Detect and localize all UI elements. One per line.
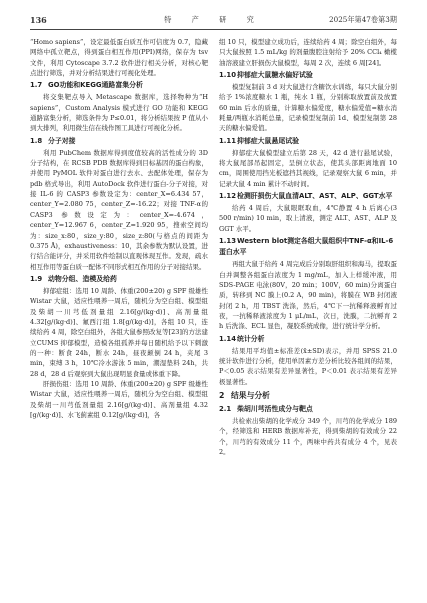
paragraph: 结果用平均值±标准差(x̄±SD)表示，并用 SPSS 21.0 统计软件进行分析，使用单因素方差分析比较各组间的结果，P＜0.05 表示结果有差异显著性，P＜0.01 表示结果有差异极显著性。	[219, 346, 397, 386]
section-heading	[219, 390, 397, 402]
heading-number: 1.9	[30, 274, 43, 283]
paragraph: 组 10 只，模型建立成功后，连续给药 4 周；除空白组外，每只大鼠按照 1.5 mL/kg 的剂量腹腔注射给予 20% CCl₄ 橄榄油溶液建立肝损伤大鼠模型，每周 2 次，连续 6 周[24]。	[219, 38, 397, 67]
heading-text: GO功能和KEGG通路富集分析	[48, 81, 143, 90]
paragraph: 肝损伤组：选用 10 周龄、体重(200±20) g SPF 级雄性 Wistar 大鼠，适应性喂养一周后，随机分为空白组、模型组及柴胡一川芎低剂量组 2.16[g/(kg·d)]、高剂量组 4.32 [g/(kg·d)]、水飞蓟素组 0.12[g/(kg·d)]，各	[30, 379, 208, 419]
paragraph: 再组大鼠于给药 4 周完成后分别取肝组织和海马，提取蛋白并调整各组蛋白浓度为 1 mg/mL，加入上样缓冲液，用 SDS-PAGE 电泳(80V，20 min；100V，60 min)分离蛋白质，转移到 NC 膜上(0.2 A，90 min)，将膜在 WB 封闭液封闭 2 h，用 TBST 洗涤，然后，4℃下一抗稀释液孵育过夜，一抗稀释液浓度为 1 μL/mL，次日，洗膜，二抗孵育 2 h 后洗涤、ECL 显色，凝胶系统成像，进行统计学分析。	[219, 260, 397, 331]
heading-number: 2.1	[219, 404, 232, 413]
heading-text: 分子对接	[48, 136, 76, 145]
heading-number: 2	[219, 390, 225, 400]
heading-text: 检测肝损伤大鼠血清ALT、AST、ALP、GGT水平	[237, 192, 393, 201]
paragraph: 给药 4 周后，大鼠眼眶取血，4℃静置 4 h 后离心(3 500 r/min) 10 min，取上清液，测定 ALT、AST、ALP 及 GGT 水平。	[219, 204, 397, 233]
heading-number: 1.7	[30, 81, 43, 90]
heading-text: 抑郁症大鼠悬尾试验	[237, 136, 300, 145]
paragraph: 利用 PubChem 数据库得到度值较高的活性成分的 3D 分子结构，在 RCSB PDB 数据库得到目标基因的蛋白构象，并使用 PyMOL 软件对蛋白进行去水、去配体处理，保存为 pdb 格式导出，利用 AutoDock 软件进行蛋白-分子对接，对接 IL-6 的 CASP3 参数设定为：center_X=6.434 57，center_Y=2.080 75，center_Z=-16.22；对接 TNF-α的 CASP3 参数设定为：center_X=-4.674，center_Y=12.967 6，center_Z=1.920 95，搜索空间均为：size_x:80，size_y:80，size_z:80(与格点的间距为 0.375 Å)，exhaustiveness：10，其余参数为默认设置，进行结合能评分，并采用软件绘制以直观体现互作。发现，疏水相互作用等蛋白质一配体不同形式相互作用的分子对接结果。	[30, 148, 208, 271]
heading-number: 1.14	[219, 334, 237, 343]
subsection-heading	[219, 191, 397, 202]
paragraph: 将交集靶点导入 Metascape 数据库，选择物种为“H sapiens”，Custom Analysis 模式进行 GO 功能和 KEGG 通路富集分析，筛选条件为 P≤0.01，将分析结果按 P 值从小到大排列，利用微生信在线作图工具进行可视化分析。	[30, 93, 208, 133]
heading-text: 结果与分析	[231, 390, 270, 400]
left-column	[30, 37, 208, 420]
journal-volume: 2025年第47卷第3期	[329, 15, 397, 24]
heading-text: 柴胡川芎活性成分与靶点	[237, 404, 313, 413]
subsection-heading	[219, 334, 397, 345]
journal-name: 特 产 研 究	[164, 15, 263, 24]
subsection-heading	[219, 404, 397, 415]
subsection-heading	[219, 70, 397, 81]
subsection-heading	[219, 236, 397, 258]
page-header	[30, 10, 397, 30]
heading-number: 1.13	[219, 237, 237, 246]
heading-text: 抑郁症大鼠糖水偏好试验	[237, 71, 313, 80]
subsection-heading	[219, 136, 397, 147]
paragraph: 共检索出柴胡的化学成分 349 个，川芎的化学成分 189 个，经筛选和 HERB 数据库补充，得到柴胡的有效成分 22 个，川芎的有效成分 11 个，两味中药共有成分 4 个，见表 2。	[219, 416, 397, 456]
paragraph: 抑郁症组：选用 10 周龄、体重(200±20) g SPF 级雄性 Wistar 大鼠，适应性喂养一周后，随机分为空白组、模型组及柴胡一川芎低剂量组 2.16[g/(kg·d)]、高剂量组 4.32[g/(kg·d)]、氟西汀组 1.8[g/(kg·d)]，各组 10 只，连续给药 4 周，除空白组外，各组大鼠参照改复等[23]的方法建立CUMS 抑郁模型，造模各组孤养并每日随机给予以下刺激的一种：断食 24h，断水 24h，昼夜颠倒 24 h，夹尾 3 min，束缚 3 h，10℃冷水游泳 5 min，潮湿垫料 24h，共 28 d，28 d 后观察到大鼠出现明显食量或体重下降。	[30, 286, 208, 378]
paragraph: 抑郁症大鼠模型建立后第 28 天，42 d 进行悬尾试验，将大鼠尾部吊起固定，呈倒立状态，使其头部距离地面 10 cm，周围使用挡光板遮挡其视线，记录观察大鼠 6 min，并记录大鼠 4 min 累计不动时间。	[219, 148, 397, 188]
heading-text: Western blot测定各组大鼠组织中TNF-α和IL-6蛋白水平	[219, 237, 394, 257]
heading-number: 1.12	[219, 192, 237, 201]
subsection-heading	[30, 80, 208, 91]
header-rule	[30, 29, 397, 30]
heading-number: 1.8	[30, 136, 43, 145]
subsection-heading	[30, 136, 208, 147]
right-column	[219, 37, 397, 457]
heading-number: 1.11	[219, 136, 237, 145]
paragraph: “Homo sapiens”，设定最低蛋白质互作可信度为 0.7，隐藏网络中孤立靶点，得到蛋白相互作用(PPI)网络，保存为 tsv 文件，利用 Cytoscape 3.7.2 软件进行相关分析，对核心靶点进行筛选，并对分析结果进行可视化处理。	[30, 38, 208, 78]
paragraph: 模型复制前 3 d 对大鼠进行含糖饮水训练，每只大鼠分别给予 1%浓度糖水 1 瓶，纯水 1 瓶，分别称取放置前及放置 60 min 后水的质量，计算糖水偏爱度，糖水偏爱值=糖水消耗量/两瓶水消耗总量，记录模型复制前 1d、模型复制第 28 天的糖水偏爱值。	[219, 83, 397, 133]
heading-text: 统计分析	[237, 334, 265, 343]
heading-number: 1.10	[219, 71, 237, 80]
subsection-heading	[30, 274, 208, 285]
page-number: 136	[30, 15, 47, 25]
heading-text: 动物分组、造模及给药	[48, 274, 117, 283]
